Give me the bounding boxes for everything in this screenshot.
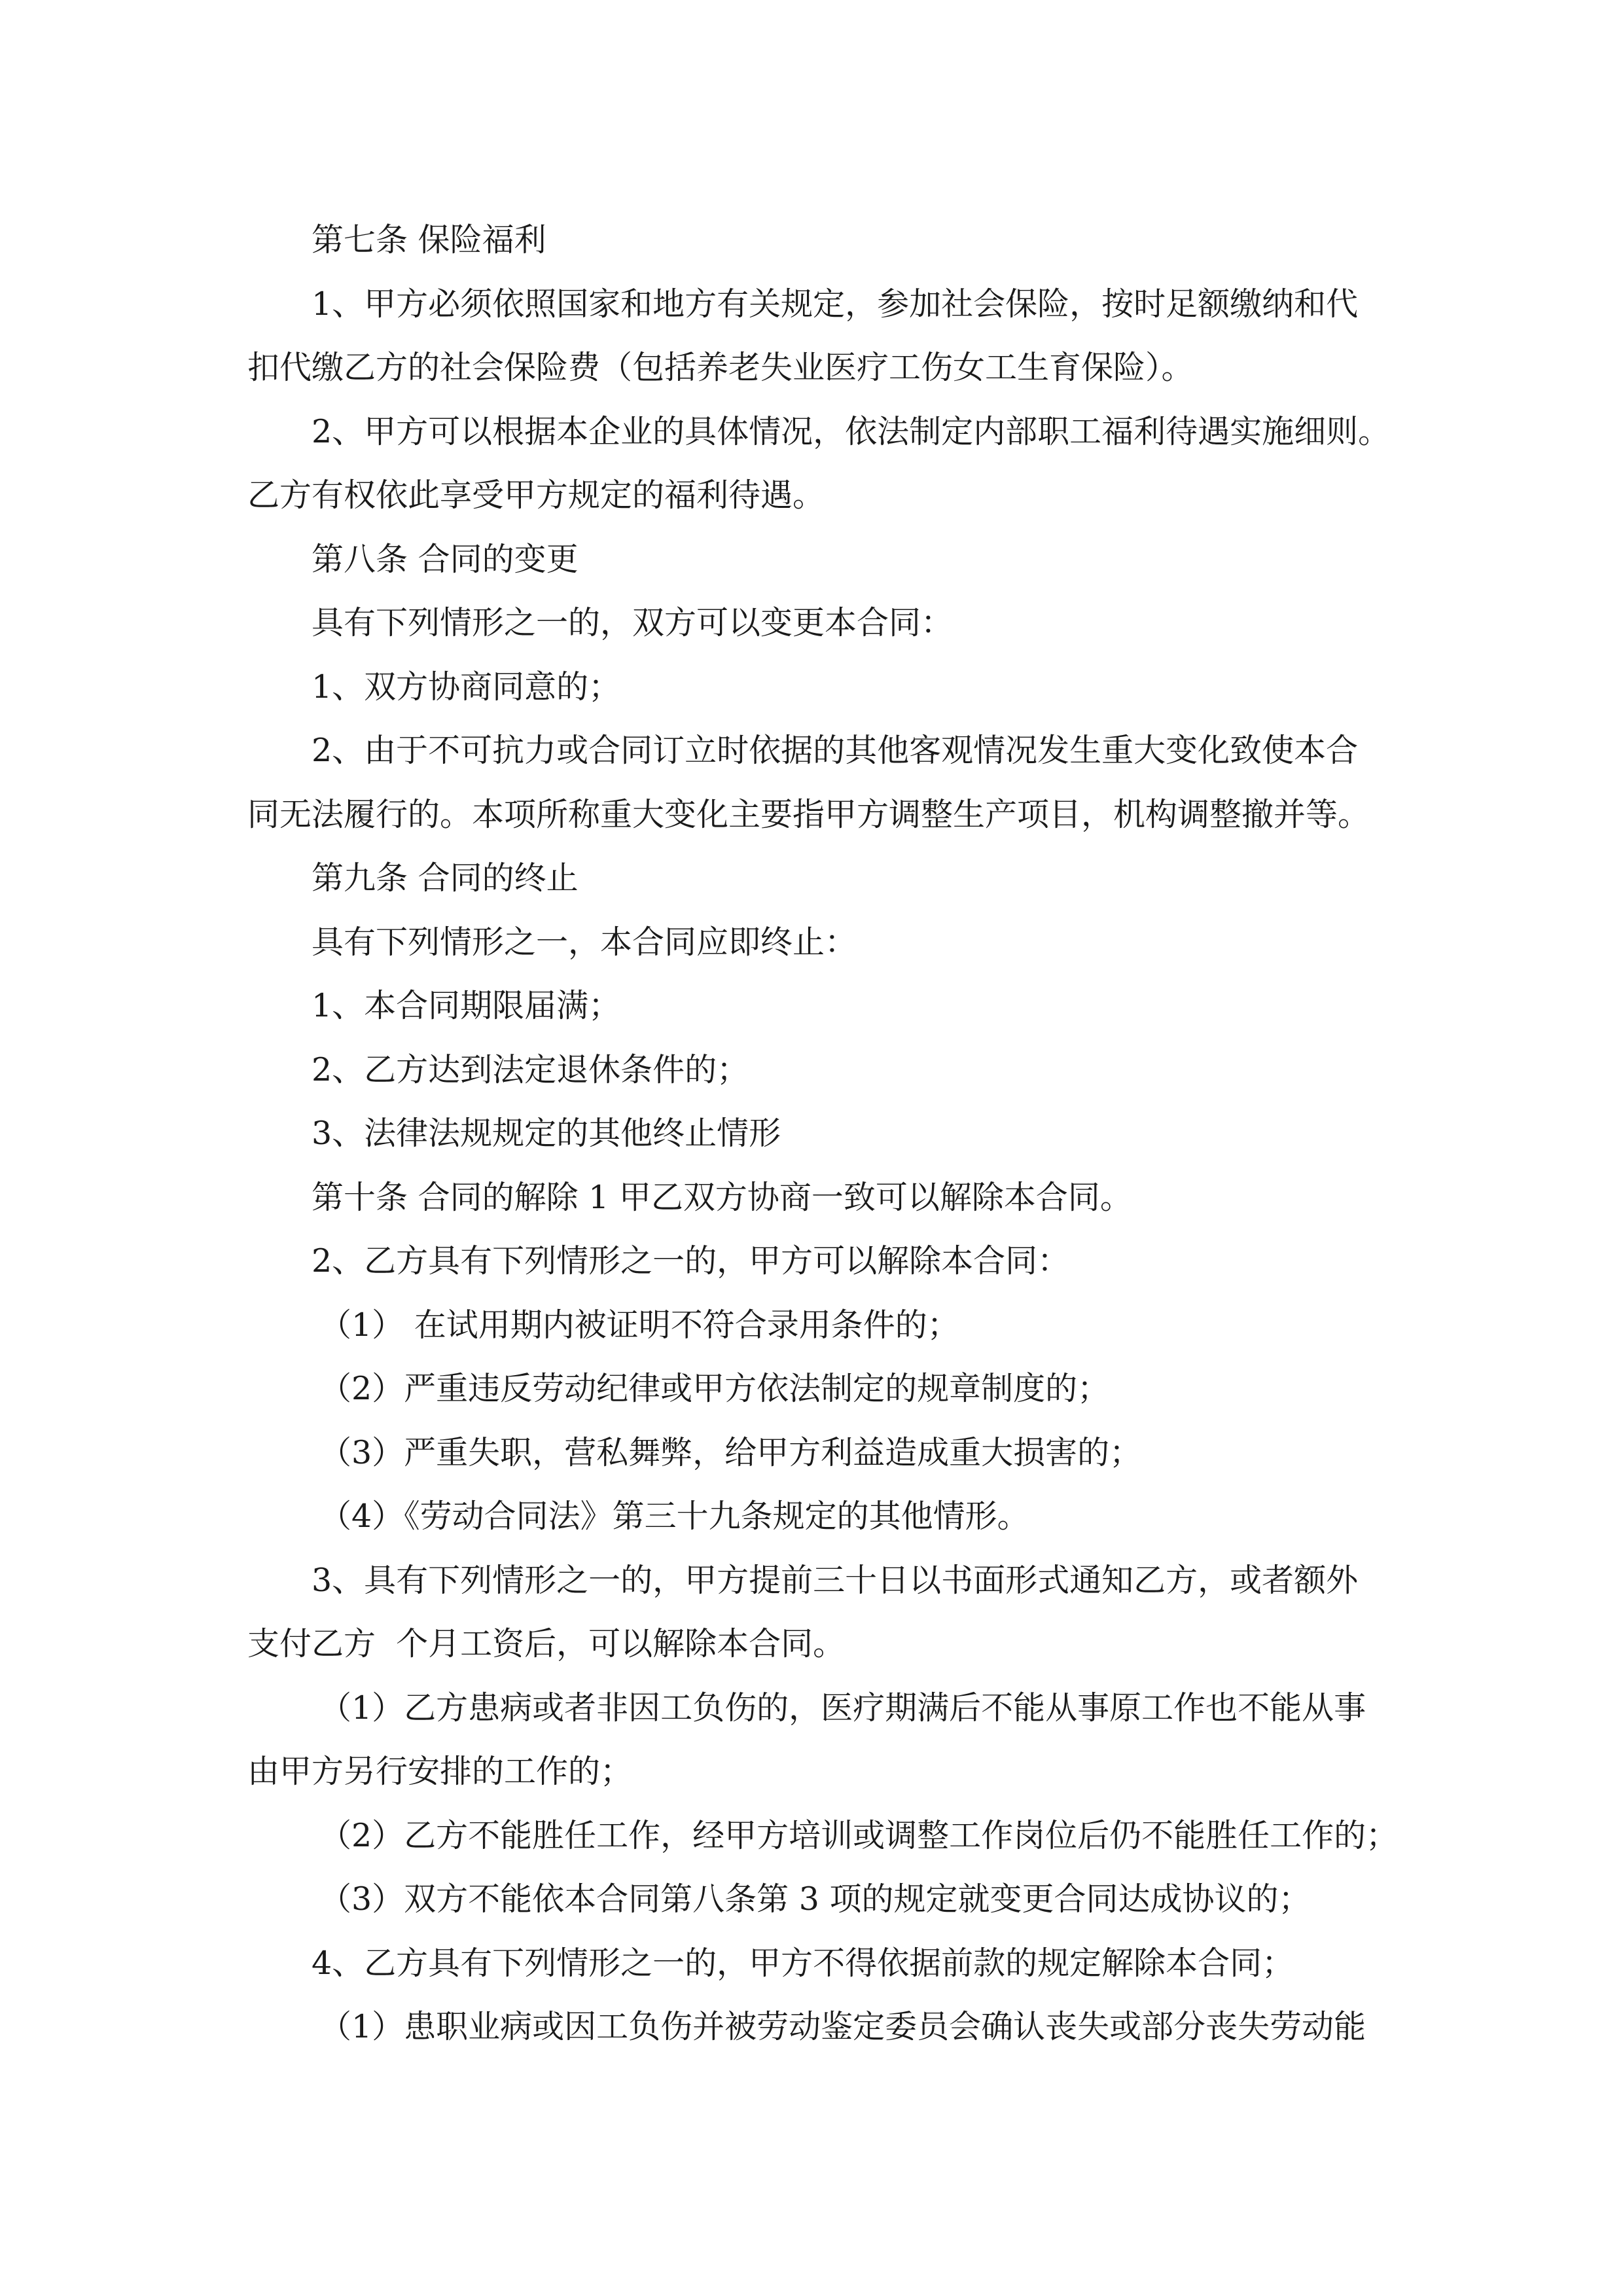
paragraph-line: 乙方有权依此享受甲方规定的福利待遇。: [247, 476, 825, 514]
paragraph-line: 第七条 保险福利: [312, 221, 546, 259]
paragraph-line: 3、具有下列情形之一的，甲方提前三十日以书面形式通知乙方，或者额外: [312, 1561, 1359, 1599]
paragraph-line: 2、由于不可抗力或合同订立时依据的其他客观情况发生重大变化致使本合: [312, 732, 1359, 769]
sub-item: （4）《劳动合同法》第三十九条规定的其他情形。: [319, 1498, 1029, 1535]
sub-item: （2）乙方不能胜任工作，经甲方培训或调整工作岗位后仍不能胜任工作的；: [319, 1816, 1399, 1854]
list-item: 2、乙方达到法定退休条件的；: [312, 1050, 749, 1088]
list-item: 4、乙方具有下列情形之一的，甲方不得依据前款的规定解除本合同；: [312, 1944, 1294, 1982]
sub-item: （1）患职业病或因工负伤并被劳动鉴定委员会确认丧失或部分丧失劳动能: [319, 2008, 1366, 2045]
paragraph-line: 同无法履行的。本项所称重大变化主要指甲方调整生产项目，机构调整撤并等。: [247, 795, 1370, 833]
paragraph: [247, 272, 1386, 400]
paragraph: [247, 1676, 1386, 1804]
paragraph: [247, 1549, 1386, 1676]
sub-item: （1） 在试用期内被证明不符合录用条件的；: [319, 1306, 959, 1344]
list-item: 2、乙方具有下列情形之一的，甲方可以解除本合同：: [312, 1242, 1070, 1280]
article-heading: [247, 208, 1386, 272]
list-item: 1、本合同期限届满；: [312, 987, 621, 1024]
sub-item: （3）双方不能依本合同第八条第 3 项的规定就变更合同达成协议的；: [319, 1880, 1311, 1918]
sub-item: （3）严重失职，营私舞弊，给甲方利益造成重大损害的；: [319, 1433, 1142, 1471]
paragraph-line: （1）乙方患病或者非因工负伤的，医疗期满后不能从事原工作也不能从事: [319, 1689, 1366, 1727]
paragraph: [247, 719, 1386, 846]
sub-item: （2）严重违反劳动纪律或甲方依法制定的规章制度的；: [319, 1370, 1110, 1407]
document-body: [247, 208, 1399, 2059]
article-heading: 第九条 合同的终止: [312, 859, 579, 897]
paragraph-line: 具有下列情形之一，本合同应即终止：: [312, 923, 857, 961]
paragraph-line: 由甲方另行安排的工作的；: [247, 1753, 633, 1790]
list-item: 1、双方协商同意的；: [312, 668, 621, 706]
paragraph-line: 具有下列情形之一的，双方可以变更本合同：: [312, 604, 954, 641]
paragraph-line: 支付乙方 个月工资后，可以解除本合同。: [247, 1625, 846, 1662]
article-heading: 第八条 合同的变更: [312, 540, 579, 578]
paragraph: [247, 400, 1391, 528]
paragraph-line: 2、甲方可以根据本企业的具体情况，依法制定内部职工福利待遇实施细则。: [312, 412, 1391, 450]
article-heading: 第十条 合同的解除 1 甲乙双方协商一致可以解除本合同。: [312, 1178, 1132, 1216]
paragraph-line: 1、甲方必须依照国家和地方有关规定，参加社会保险，按时足额缴纳和代: [312, 285, 1359, 323]
list-item: 3、法律法规规定的其他终止情形: [312, 1115, 781, 1152]
paragraph-line: 扣代缴乙方的社会保险费（包括养老失业医疗工伤女工生育保险）。: [247, 349, 1194, 386]
